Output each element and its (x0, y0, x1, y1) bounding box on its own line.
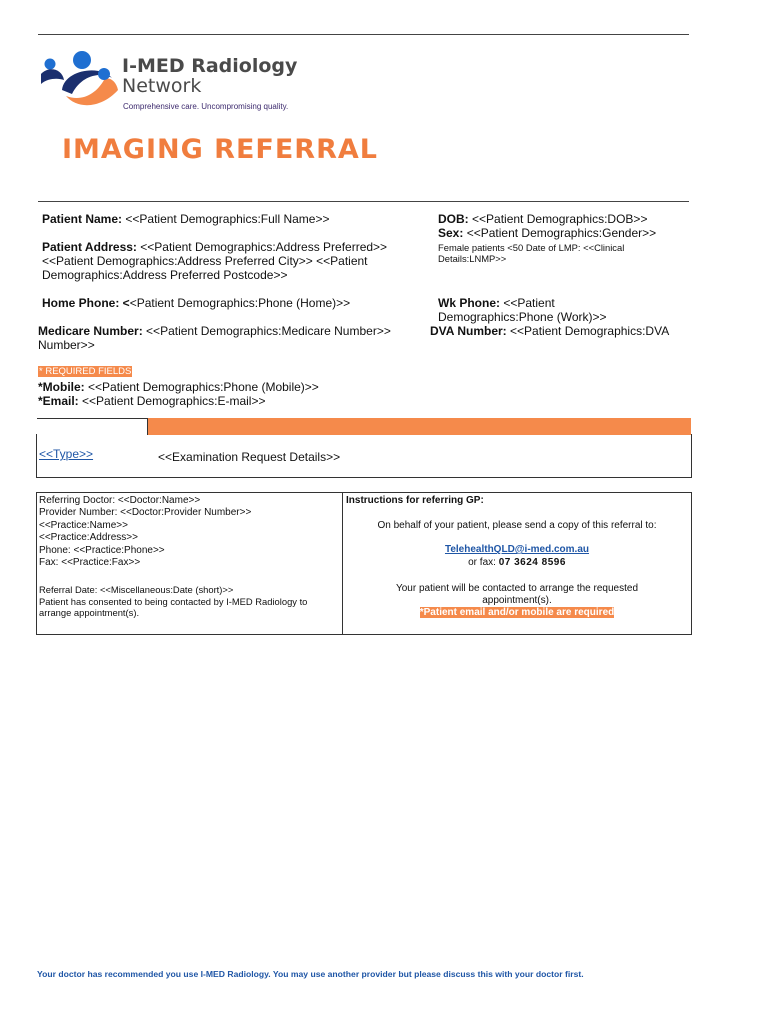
required-note-wrap (343, 607, 691, 619)
medicare-value-2: Number>> (38, 338, 95, 352)
referral-info-box (36, 492, 692, 635)
practice-phone: Phone: <<Practice:Phone>> (39, 544, 165, 556)
patient-address-line3: Demographics:Address Preferred Postcode>> (42, 268, 288, 282)
telehealth-email-link[interactable]: TelehealthQLD@i-med.com.au (444, 544, 590, 555)
required-fields-badge: * REQUIRED FIELDS (39, 366, 132, 377)
fax-row (343, 557, 691, 569)
brand-tagline: Comprehensive care. Uncompromising quality. (123, 102, 289, 111)
patient-address-line1 (42, 240, 387, 254)
lmp-line1: Female patients <50 Date of LMP: <<Clinical (438, 242, 625, 253)
exam-type-link[interactable]: <<Type>> (39, 447, 94, 461)
wk-phone-label: Wk Phone: (438, 296, 500, 310)
instructions-email-wrap (343, 544, 691, 556)
logo (38, 50, 308, 114)
medicare-row (38, 324, 391, 338)
home-phone-row (42, 296, 350, 310)
consent-line2: arrange appointment(s). (39, 607, 140, 618)
patient-name-row (42, 212, 329, 226)
fax-number: 07 3624 8596 (498, 557, 566, 568)
page-title: IMAGING REFERRAL (62, 134, 378, 165)
examination-box (36, 434, 692, 478)
top-rule (38, 34, 689, 35)
footer-note: Your doctor has recommended you use I-MED Radiology. You may use another provider but please discuss this with your doctor first. (37, 969, 584, 979)
patient-name-value: <<Patient Demographics:Full Name>> (125, 212, 330, 226)
contact-line2: appointment(s). (482, 595, 552, 606)
home-phone-label: Home Phone: < (42, 296, 130, 310)
sex-value: <<Patient Demographics:Gender>> (466, 226, 657, 240)
practice-name: <<Practice:Name>> (39, 519, 128, 531)
mobile-row (38, 380, 319, 394)
medicare-label: Medicare Number: (38, 324, 143, 338)
dob-value: <<Patient Demographics:DOB>> (472, 212, 648, 226)
sex-row (438, 226, 656, 240)
dob-label: DOB: (438, 212, 469, 226)
brand-name-line2: Network (122, 75, 202, 97)
required-note: *Patient email and/or mobile are required (419, 607, 615, 618)
referring-doctor: Referring Doctor: <<Doctor:Name>> (39, 495, 201, 506)
patient-name-label: Patient Name: (42, 212, 123, 226)
wk-phone-row (438, 296, 555, 310)
referral-consent (39, 584, 307, 619)
email-row (38, 394, 265, 408)
practice-address: <<Practice:Address>> (39, 532, 138, 544)
title-rule (38, 201, 689, 202)
doctor-details (39, 495, 251, 569)
email-label: *Email: (38, 394, 79, 408)
referral-date: Referral Date: <<Miscellaneous:Date (short)>> (39, 584, 234, 595)
instructions-text: On behalf of your patient, please send a copy of this referral to: (377, 520, 657, 531)
dva-row (430, 324, 669, 338)
patient-address-value-1: <<Patient Demographics:Address Preferred>> (140, 240, 388, 254)
home-phone-value: <Patient Demographics:Phone (Home)>> (129, 296, 351, 310)
dva-value: <<Patient Demographics:DVA (510, 324, 670, 338)
patient-address-line2: <<Patient Demographics:Address Preferred City>> <<Patient (42, 254, 368, 268)
wk-phone-value-1: <<Patient (503, 296, 555, 310)
fax-prefix: or fax: (468, 557, 496, 568)
provider-number: Provider Number: <<Doctor:Provider Number>> (39, 507, 252, 519)
mobile-label: *Mobile: (38, 380, 85, 394)
mobile-value: <<Patient Demographics:Phone (Mobile)>> (88, 380, 319, 394)
email-value: <<Patient Demographics:E-mail>> (82, 394, 266, 408)
instructions-heading: Instructions for referring GP: (346, 495, 484, 506)
sex-label: Sex: (438, 226, 464, 240)
lmp-line2: Details:LNMP>> (438, 253, 507, 264)
patient-address-label: Patient Address: (42, 240, 137, 254)
exam-request-details: <<Examination Request Details>> (158, 450, 341, 464)
practice-fax: Fax: <<Practice:Fax>> (39, 556, 141, 568)
medicare-value-1: <<Patient Demographics:Medicare Number>> (146, 324, 391, 338)
i-med-logo-icon (38, 50, 122, 114)
consent-line1: Patient has consented to being contacted by I-MED Radiology to (39, 595, 308, 607)
dob-row (438, 212, 647, 226)
contact-line1: Your patient will be contacted to arrange the requested (395, 583, 639, 594)
brand-name-line1: I-MED Radiology (122, 55, 298, 77)
dva-label: DVA Number: (430, 324, 507, 338)
wk-phone-value-2: Demographics:Phone (Work)>> (438, 310, 607, 324)
